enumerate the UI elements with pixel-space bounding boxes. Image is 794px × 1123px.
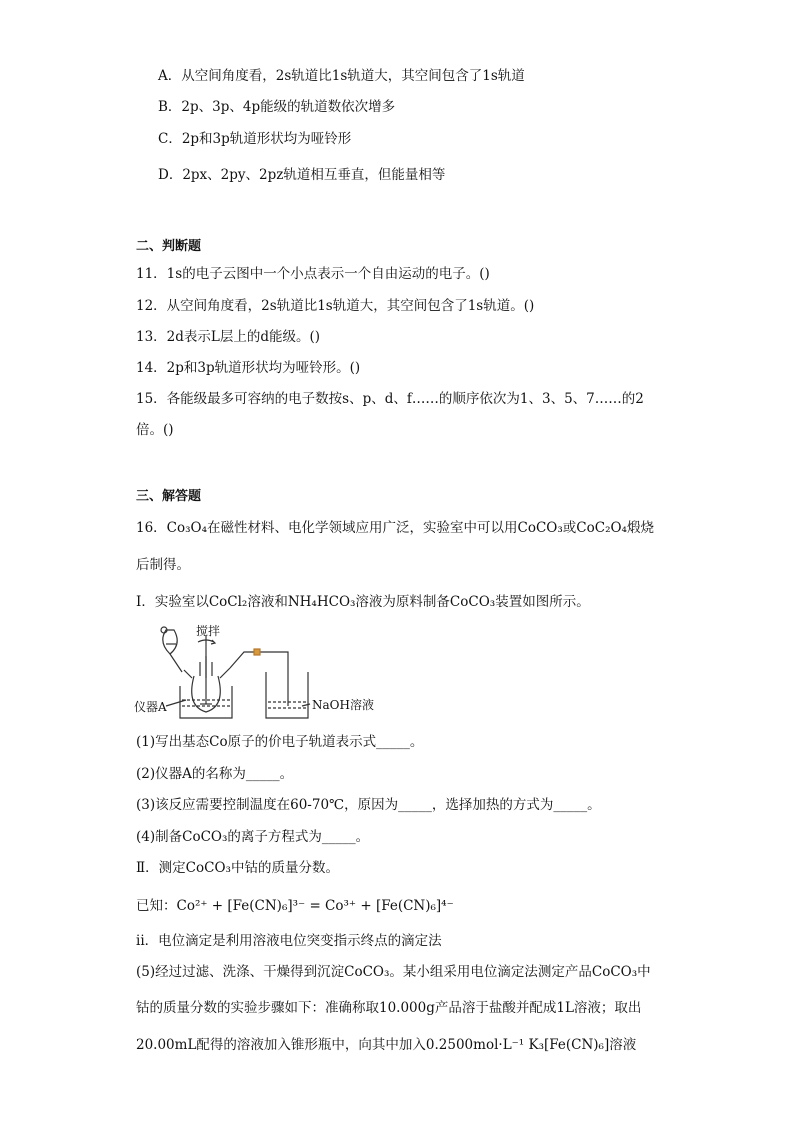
question-16-5-cont1: 钴的质量分数的实验步骤如下：准确称取10.000g产品溶于盐酸并配成1L溶液；取出 xyxy=(136,1000,642,1016)
gas-tube xyxy=(230,652,288,706)
option-b: B．2p、3p、4p能级的轨道数依次增多 xyxy=(158,99,396,115)
question-16: 16．Co₃O₄在磁性材料、电化学领域应用广泛，实验室中可以用CoCO₃或CoC₂O₄煅烧 xyxy=(136,520,654,536)
question-14: 14．2p和3p轨道形状均为哑铃形。() xyxy=(136,360,361,376)
separatory-funnel xyxy=(163,630,177,654)
section3-heading: 三、解答题 xyxy=(136,489,202,504)
known-equation: 已知：Co²⁺ + [Fe(CN)₆]³⁻ = Co³⁺ + [Fe(CN)₆]⁴⁻ xyxy=(136,898,454,914)
option-c: C．2p和3p轨道形状均为哑铃形 xyxy=(158,131,352,147)
option-d: D．2px、2py、2pz轨道相互垂直，但能量相等 xyxy=(158,167,446,183)
question-11: 11．1s的电子云图中一个小点表示一个自由运动的电子。() xyxy=(136,266,490,282)
question-15-cont: 倍。() xyxy=(136,422,174,438)
question-13: 13．2d表示L层上的d能级。() xyxy=(136,329,321,345)
question-16-3: (3)该反应需要控制温度在60-70℃，原因为_____，选择加热的方式为_____。 xyxy=(136,797,601,813)
part-2-intro: Ⅱ．测定CoCO₃中钴的质量分数。 xyxy=(136,860,339,876)
option-a: A．从空间角度看，2s轨道比1s轨道大，其空间包含了1s轨道 xyxy=(158,68,525,84)
question-12: 12．从空间角度看，2s轨道比1s轨道大，其空间包含了1s轨道。() xyxy=(136,298,535,314)
question-16-5: (5)经过过滤、洗涤、干燥得到沉淀CoCO₃。某小组采用电位滴定法测定产品CoCO₃中 xyxy=(136,964,651,980)
instrument-a-label: 仪器A xyxy=(134,700,167,714)
naoh-label: NaOH溶液 xyxy=(312,698,374,712)
question-16-4: (4)制备CoCO₃的离子方程式为_____。 xyxy=(136,829,370,845)
section2-heading: 二、判断题 xyxy=(136,239,202,254)
note-ii: ii．电位滴定是利用溶液电位突变指示终点的滴定法 xyxy=(136,933,442,949)
part-1-intro: Ⅰ．实验室以CoCl₂溶液和NH₄HCO₃溶液为原料制备CoCO₃装置如图所示。 xyxy=(136,594,590,610)
stir-label: 搅拌 xyxy=(196,624,221,638)
beaker xyxy=(266,672,308,718)
question-15: 15．各能级最多可容纳的电子数按s、p、d、f……的顺序依次为1、3、5、7……的2 xyxy=(136,391,644,407)
question-16-1: (1)写出基态Co原子的价电子轨道表示式_____。 xyxy=(136,734,424,750)
question-16-2: (2)仪器A的名称为_____。 xyxy=(136,766,294,782)
question-16-5-cont2: 20.00mL配得的溶液加入锥形瓶中，向其中加入0.2500mol·L⁻¹ K₃[Fe(CN)₆]溶液 xyxy=(136,1037,637,1053)
apparatus-figure xyxy=(136,622,386,722)
question-16-cont: 后制得。 xyxy=(136,557,190,573)
